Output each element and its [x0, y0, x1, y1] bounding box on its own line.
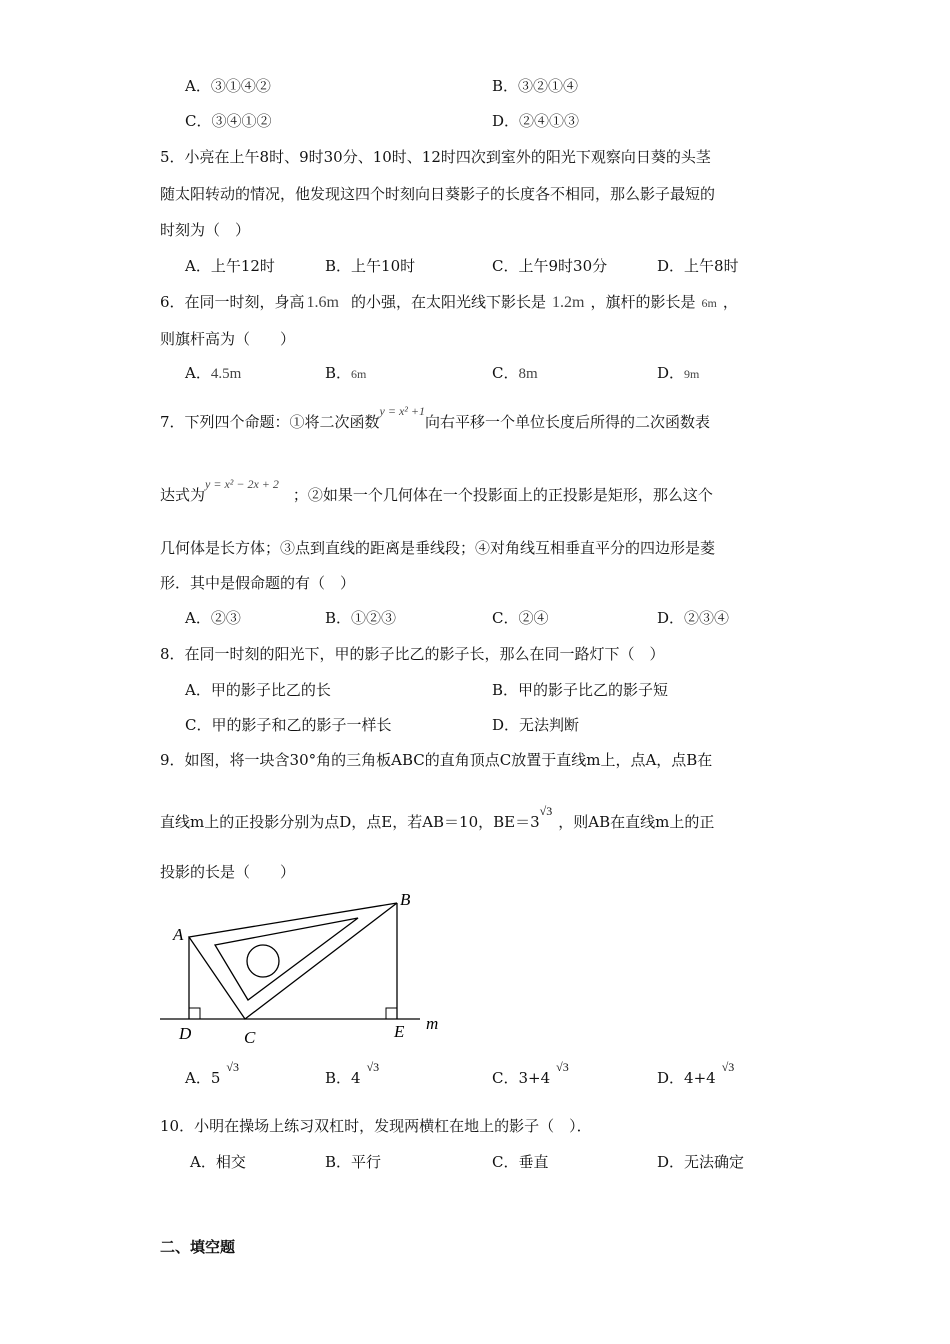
q10-option-a[interactable]: A．相交	[190, 1153, 246, 1171]
q10-option-b[interactable]: B．平行	[325, 1153, 382, 1171]
q5-text: 5．小亮在上午8时、9时30分、10时、12时四次到室外的阳光下观察向日葵的头茎	[160, 148, 711, 166]
q6-option-label: C．	[492, 364, 519, 382]
q6-text: 则旗杆高为（ ）	[160, 330, 296, 348]
label-a: A	[173, 925, 184, 944]
q9-text: 投影的长是（ ）	[160, 863, 296, 881]
q9-option-a[interactable]	[185, 1060, 239, 1089]
q4-option-c[interactable]: C．③④①②	[185, 112, 272, 130]
q5-option-a[interactable]: A．上午12时	[185, 257, 275, 275]
label-m: m	[426, 1014, 439, 1033]
q5-text: 随太阳转动的情况，他发现这四个时刻向日葵影子的长度各不相同，那么影子最短的	[160, 185, 716, 203]
q9-option-label: C．3+4	[492, 1069, 551, 1087]
label-c: C	[244, 1028, 256, 1047]
q9-option-c[interactable]	[492, 1060, 569, 1089]
circle-hole	[247, 945, 279, 977]
q6-text-part: ，	[722, 293, 738, 311]
q7-option-d[interactable]: D．②③④	[657, 609, 730, 627]
q7-text-part: ；②如果一个几何体在一个投影面上的正投影是矩形，那么这个	[292, 486, 713, 504]
q9-option-b[interactable]	[325, 1060, 380, 1089]
q7-text-part: 向右平移一个单位长度后所得的二次函数表	[425, 413, 711, 431]
q6-text-part: 的小强，在太阳光线下影长是	[351, 293, 547, 311]
q9-option-d[interactable]	[657, 1060, 735, 1089]
q4-option-a[interactable]: A．③①④②	[185, 77, 271, 95]
q7-text: 几何体是长方体；③点到直线的距离是垂线段；④对角线互相垂直平分的四边形是菱	[160, 539, 716, 557]
q8-option-d[interactable]: D．无法判断	[492, 716, 580, 734]
q10-option-d[interactable]: D．无法确定	[657, 1153, 745, 1171]
q6-option-value: 9m	[684, 367, 700, 381]
q9-sqrt: √3	[366, 1060, 380, 1074]
q6-flag-shadow: 6m	[701, 296, 717, 310]
q7-text-part: 达式为	[160, 486, 206, 504]
q9-text-part: 直线m上的正投影分别为点D，点E，若AB＝10，BE＝3	[160, 813, 540, 831]
q8-text: 8．在同一时刻的阳光下，甲的影子比乙的影子长，那么在同一路灯下（ ）	[160, 645, 665, 663]
q8-option-a[interactable]: A．甲的影子比乙的长	[185, 681, 331, 699]
q6-height: 1.6m	[306, 294, 339, 311]
q9-text: 9．如图，将一块含30°角的三角板ABC的直角顶点C放置于直线m上，点A，点B在	[160, 751, 713, 769]
q9-text-part: ，则AB在直线m上的正	[558, 813, 715, 831]
q5-option-d[interactable]: D．上午8时	[657, 257, 739, 275]
label-b: B	[400, 890, 411, 909]
q9-sqrt: √3	[539, 804, 553, 818]
q10-option-c[interactable]: C．垂直	[492, 1153, 549, 1171]
q6-option-value: 6m	[351, 367, 367, 381]
outer-triangle	[189, 903, 397, 1019]
q6-option-label: D．	[657, 364, 685, 382]
q5-text: 时刻为（ ）	[160, 221, 251, 239]
q9-sqrt: √3	[226, 1060, 239, 1074]
q7-formula: y = x² +1	[379, 404, 425, 418]
q4-option-b[interactable]: B．③②①④	[492, 77, 579, 95]
q9-sqrt: √3	[721, 1060, 735, 1074]
q7-text: 形．其中是假命题的有（ ）	[160, 574, 356, 592]
q9-option-label: D．4+4	[657, 1069, 716, 1087]
q6-text-part: ，旗杆的影长是	[590, 293, 696, 311]
q7-option-b[interactable]: B．①②③	[325, 609, 397, 627]
q8-option-b[interactable]: B．甲的影子比乙的影子短	[492, 681, 669, 699]
q6-option-value: 8m	[518, 366, 538, 382]
q6-option-label: A．	[185, 364, 211, 382]
q5-option-b[interactable]: B．上午10时	[325, 257, 416, 275]
label-d: D	[179, 1024, 192, 1043]
q6-option-value: 4.5m	[210, 366, 242, 382]
q4-option-d[interactable]: D．②④①③	[492, 112, 580, 130]
q5-option-c[interactable]: C．上午9时30分	[492, 257, 608, 275]
q9-sqrt: √3	[556, 1060, 569, 1074]
q7-option-a[interactable]: A．②③	[185, 609, 241, 627]
q6-option-label: B．	[325, 364, 352, 382]
q7-option-c[interactable]: C．②④	[492, 609, 549, 627]
q9-option-label: A．5	[185, 1069, 221, 1087]
right-angle-mark	[189, 1008, 200, 1019]
label-e: E	[394, 1022, 405, 1041]
q7-text-part: 7．下列四个命题：①将二次函数	[160, 413, 380, 431]
q10-text: 10．小明在操场上练习双杠时，发现两横杠在地上的影子（ ）．	[160, 1117, 592, 1135]
right-angle-mark	[386, 1008, 397, 1019]
q9-option-label: B．4	[325, 1069, 361, 1087]
q6-text-part: 6．在同一时刻，身高	[160, 293, 305, 311]
q8-option-c[interactable]: C．甲的影子和乙的影子一样长	[185, 716, 392, 734]
q7-formula: y = x² − 2x + 2	[205, 477, 279, 491]
q6-shadow: 1.2m	[552, 294, 585, 311]
section-heading: 二、填空题	[160, 1238, 236, 1256]
